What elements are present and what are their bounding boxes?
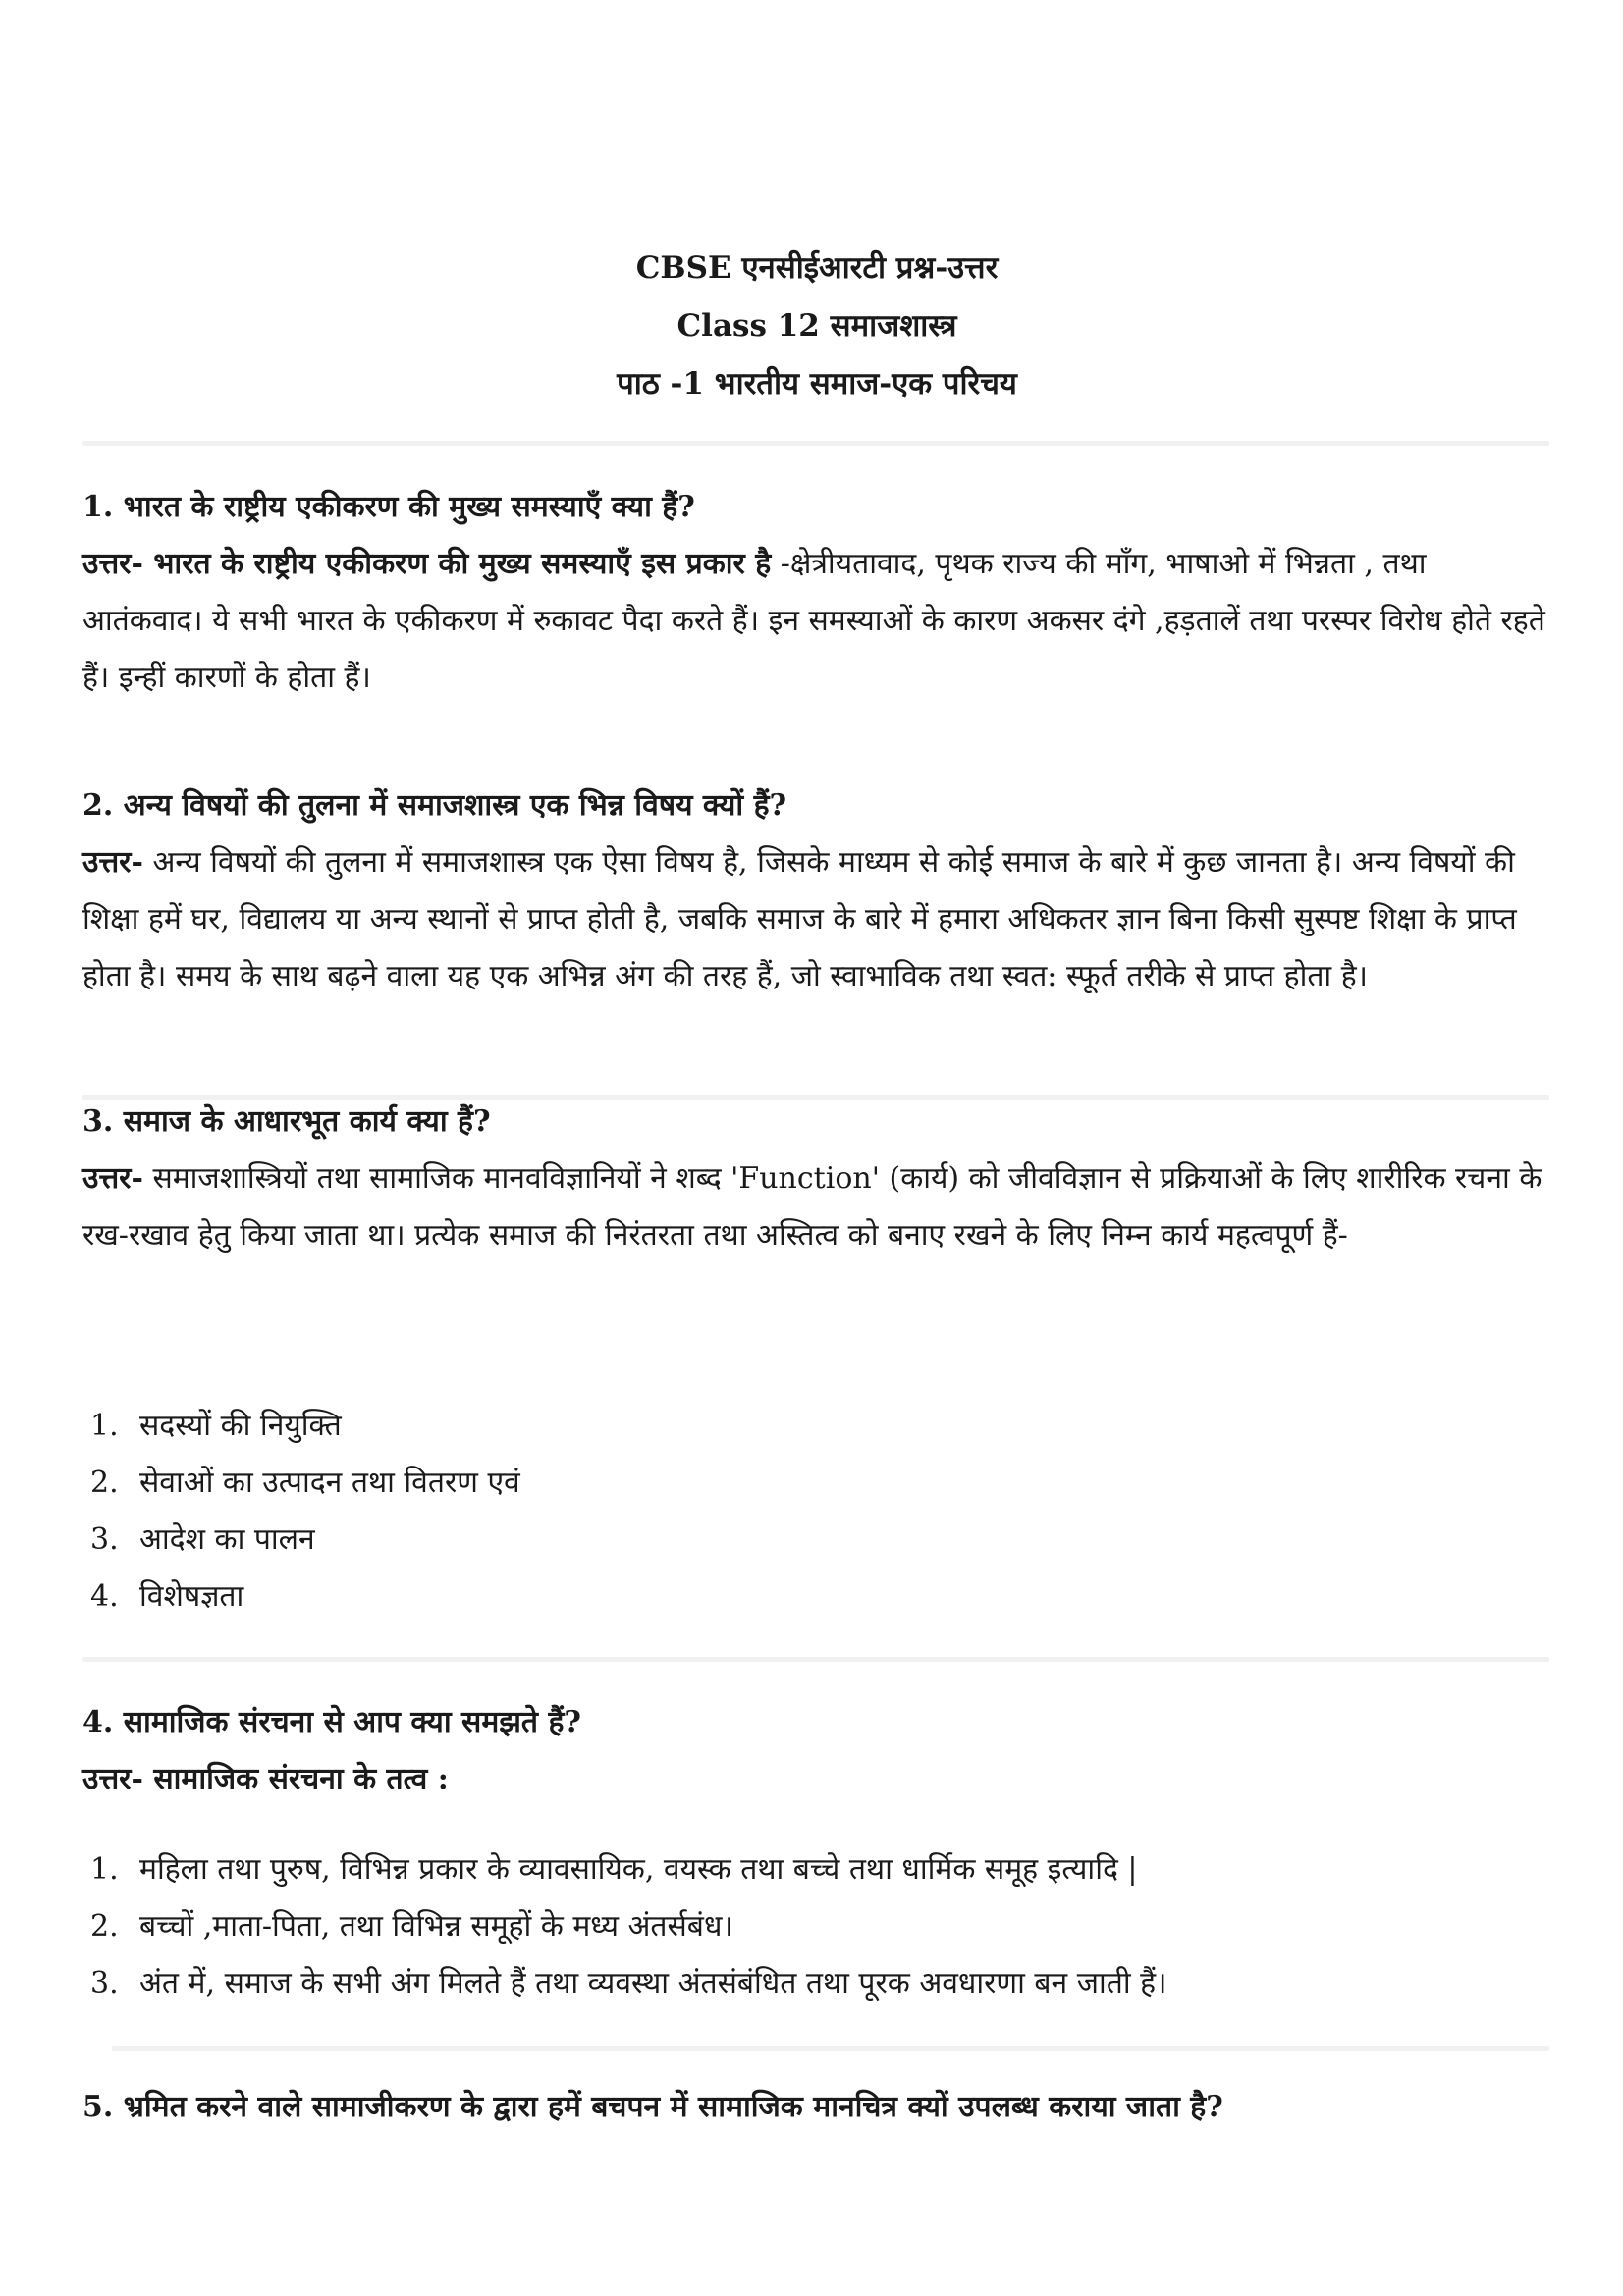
answer-text: [82, 834, 1551, 1005]
header-class-title: Class 12 समाजशास्त्र: [676, 308, 957, 344]
question-title: 5. भ्रमित करने वाले सामाजीकरण के द्वारा हमें बचपन में सामाजिक मानचित्र क्यों उपलब्ध कराया जाता है?: [82, 2090, 1223, 2124]
structure-list: [82, 1842, 1551, 2012]
answer-lead: उत्तर-: [82, 845, 143, 880]
divider: [82, 441, 1549, 446]
list-item: 1. सदस्यों की नियुक्ति: [90, 1409, 342, 1443]
header-chapter-title: पाठ -1 भारतीय समाज-एक परिचय: [617, 366, 1017, 401]
list-item: 4. विशेषज्ञता: [90, 1579, 244, 1614]
list-item: 3. अंत में, समाज के सभी अंग मिलते हैं तथा व्यवस्था अंतसंबंधित तथा पूरक अवधारणा बन जाती हैं।: [90, 1966, 1167, 2001]
divider: [112, 2046, 1549, 2051]
answer-lead: उत्तर- भारत के राष्ट्रीय एकीकरण की मुख्य समस्याएँ इस प्रकार है: [82, 547, 772, 581]
answer-body: अन्य विषयों की तुलना में समाजशास्त्र एक ऐसा विषय है, जिसके माध्यम से कोई समाज के बारे में कुछ जानता है। अन्य विषयों की शिक्षा हमें घर, विद्यालय या अन्य स्थानों से प्राप्त होती है, जबकि समाज के बारे में हमारा अधिकतर ज्ञान बिना किसी सुस्पष्ट शिक्षा के प्राप्त होता है। समय के साथ बढ़ने वाला यह एक अभिन्न अंग की तरह हैं, जो स्वाभाविक तथा स्वत: स्फूर्त तरीके से प्राप्त होता है।: [82, 845, 1517, 993]
answer-body: समाजशास्त्रियों तथा सामाजिक मानवविज्ञानियों ने शब्द 'Function' (कार्य) को जीवविज्ञान से प्रक्रियाओं के लिए शारीरिक रचना के रख-रखाव हेतु किया जाता था। प्रत्येक समाज की निरंतरता तथा अस्तित्व को बनाए रखने के लिए निम्न कार्य महत्वपूर्ण हैं-: [82, 1161, 1542, 1253]
list-item: 2. सेवाओं का उत्पादन तथा वितरण एवं: [90, 1466, 520, 1500]
answer-lead: उत्तर-: [82, 1161, 143, 1196]
question-title: 4. सामाजिक संरचना से आप क्या समझते हैं?: [82, 1705, 581, 1739]
question-title: 3. समाज के आधारभूत कार्य क्या हैं?: [82, 1104, 491, 1139]
list-item: 1. महिला तथा पुरुष, विभिन्न प्रकार के व्यावसायिक, वयस्क तथा बच्चे तथा धार्मिक समूह इत्यादि |: [90, 1852, 1138, 1887]
answer-body: -क्षेत्रीयतावाद, पृथक राज्य की माँग, भाषाओ में भिन्नता , तथा आतंकवाद। ये सभी भारत के एकीकरण में रुकावट पैदा करते हैं। इन समस्याओं के कारण अकसर दंगे ,हड़तालें तथा परस्पर विरोध होते रहते हैं। इन्हीं कारणों के होता हैं।: [82, 547, 1545, 695]
question-block-4: [82, 1694, 1551, 1808]
document-header: [82, 240, 1551, 413]
question-block-3: [82, 1094, 1551, 1264]
question-block-5: [82, 2079, 1551, 2136]
list-item: 3. आदेश का पालन: [90, 1522, 315, 1557]
divider: [82, 1657, 1549, 1662]
question-block-2: [82, 777, 1551, 1005]
answer-text: [82, 1150, 1551, 1264]
list-item: 2. बच्चों ,माता-पिता, तथा विभिन्न समूहों के मध्य अंतर्सबंध।: [90, 1909, 733, 1944]
header-board-title: CBSE एनसीईआरटी प्रश्न-उत्तर: [635, 250, 999, 286]
answer-text: [82, 1751, 1551, 1808]
question-title: 2. अन्य विषयों की तुलना में समाजशास्त्र एक भिन्न विषय क्यों हैं?: [82, 788, 787, 823]
question-title: 1. भारत के राष्ट्रीय एकीकरण की मुख्य समस्याएँ क्या हैं?: [82, 490, 695, 524]
answer-lead: उत्तर- सामाजिक संरचना के तत्व :: [82, 1762, 449, 1796]
functions-list: [82, 1398, 1551, 1626]
answer-text: [82, 536, 1551, 707]
question-block-1: [82, 479, 1551, 707]
